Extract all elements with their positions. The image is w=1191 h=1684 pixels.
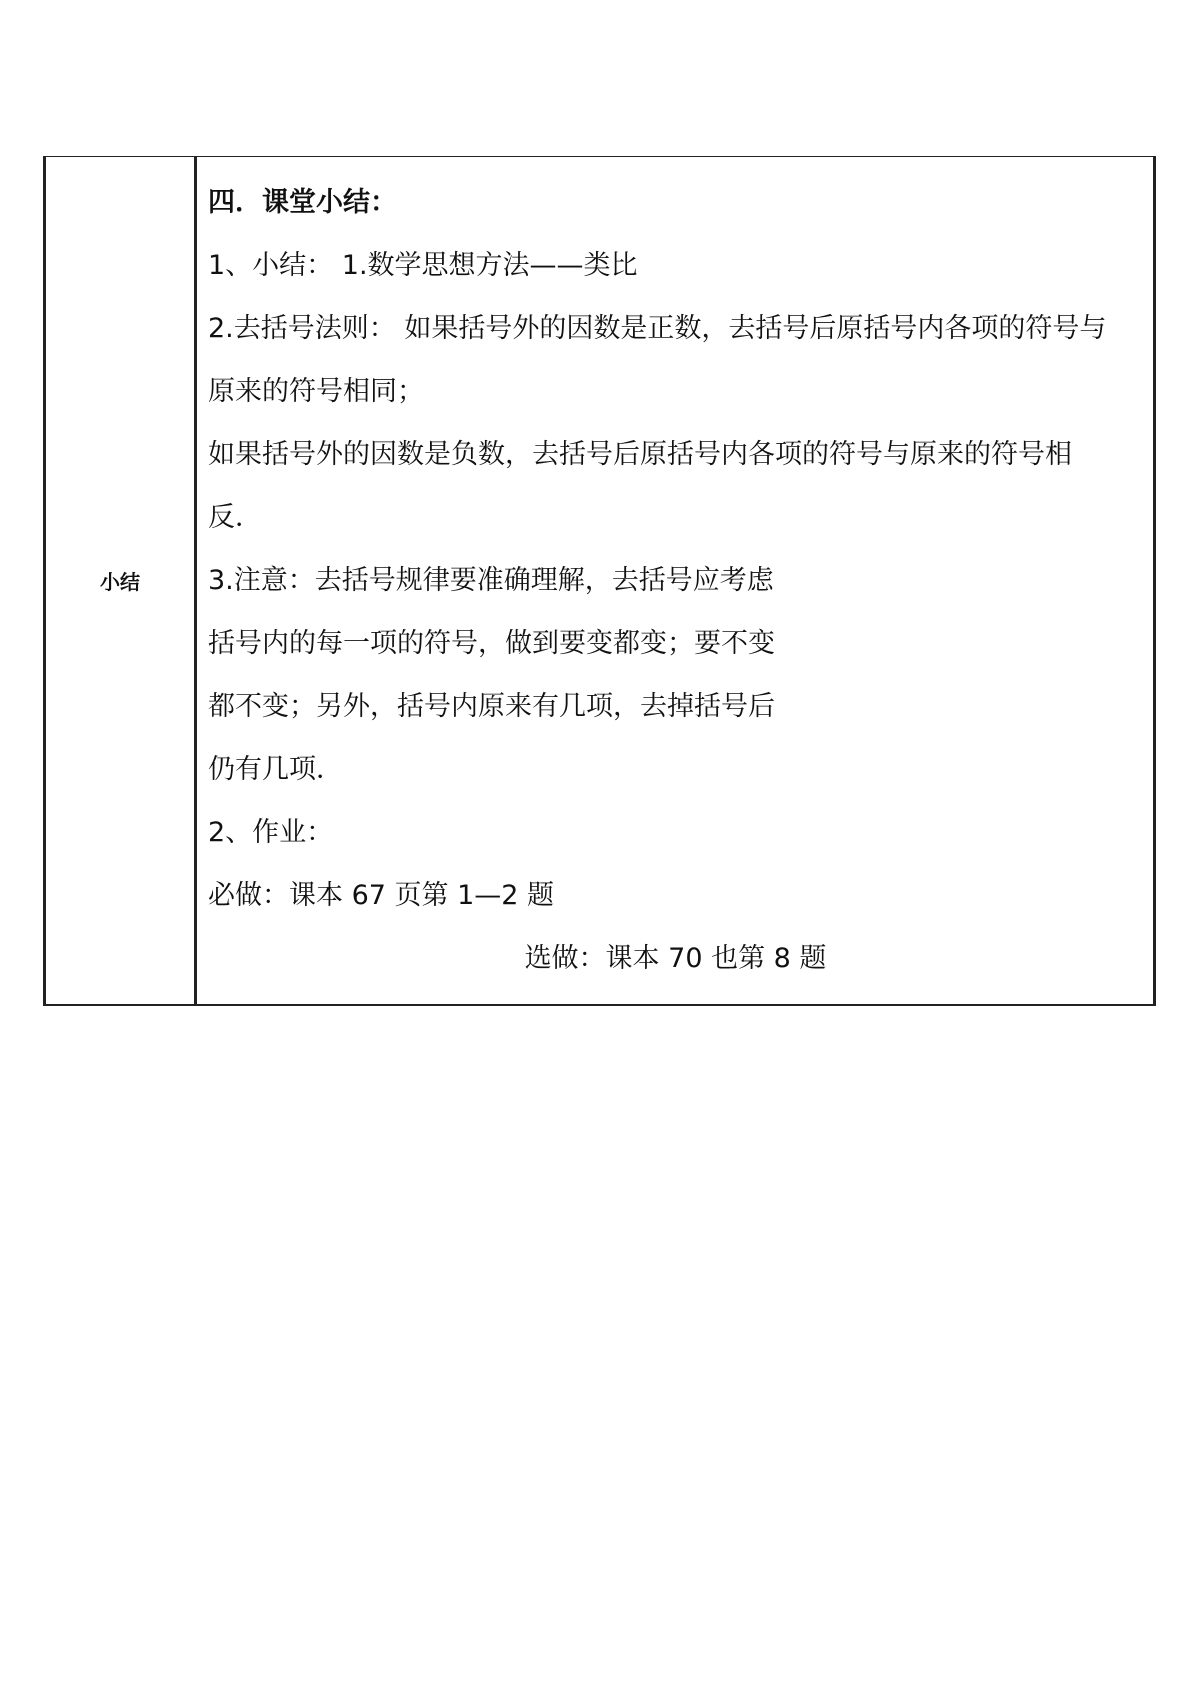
summary-row [45,157,1155,1006]
content-line: 如果括号外的因数是负数，去括号后原括号内各项的符号与原来的符号相 [208,439,1072,470]
content-cell [196,157,1155,1006]
section-heading: 四．课堂小结： [208,187,397,218]
row-label: 小结 [100,570,140,594]
content-line: 仍有几项． [208,754,343,785]
content-line: 原来的符号相同； [208,376,424,407]
content-line: 1、小结： 1.数学思想方法——类比 [208,250,638,281]
summary-table [43,156,1156,1006]
content-line: 反． [208,502,262,533]
content-line: 2、作业： [208,817,334,848]
content-line: 3.注意：去括号规律要准确理解，去括号应考虑 [208,565,774,596]
content-line: 必做：课本 67 页第 1—2 题 [208,880,555,911]
content-line: 2.去括号法则： 如果括号外的因数是正数，去括号后原括号内各项的符号与 [208,313,1107,344]
content-line-centered: 选做：课本 70 也第 8 题 [524,943,827,974]
row-label-cell [45,157,196,1006]
content-line: 括号内的每一项的符号，做到要变都变；要不变 [208,628,775,659]
content-line: 都不变；另外，括号内原来有几项，去掉括号后 [208,691,775,722]
summary-content [197,157,1153,990]
